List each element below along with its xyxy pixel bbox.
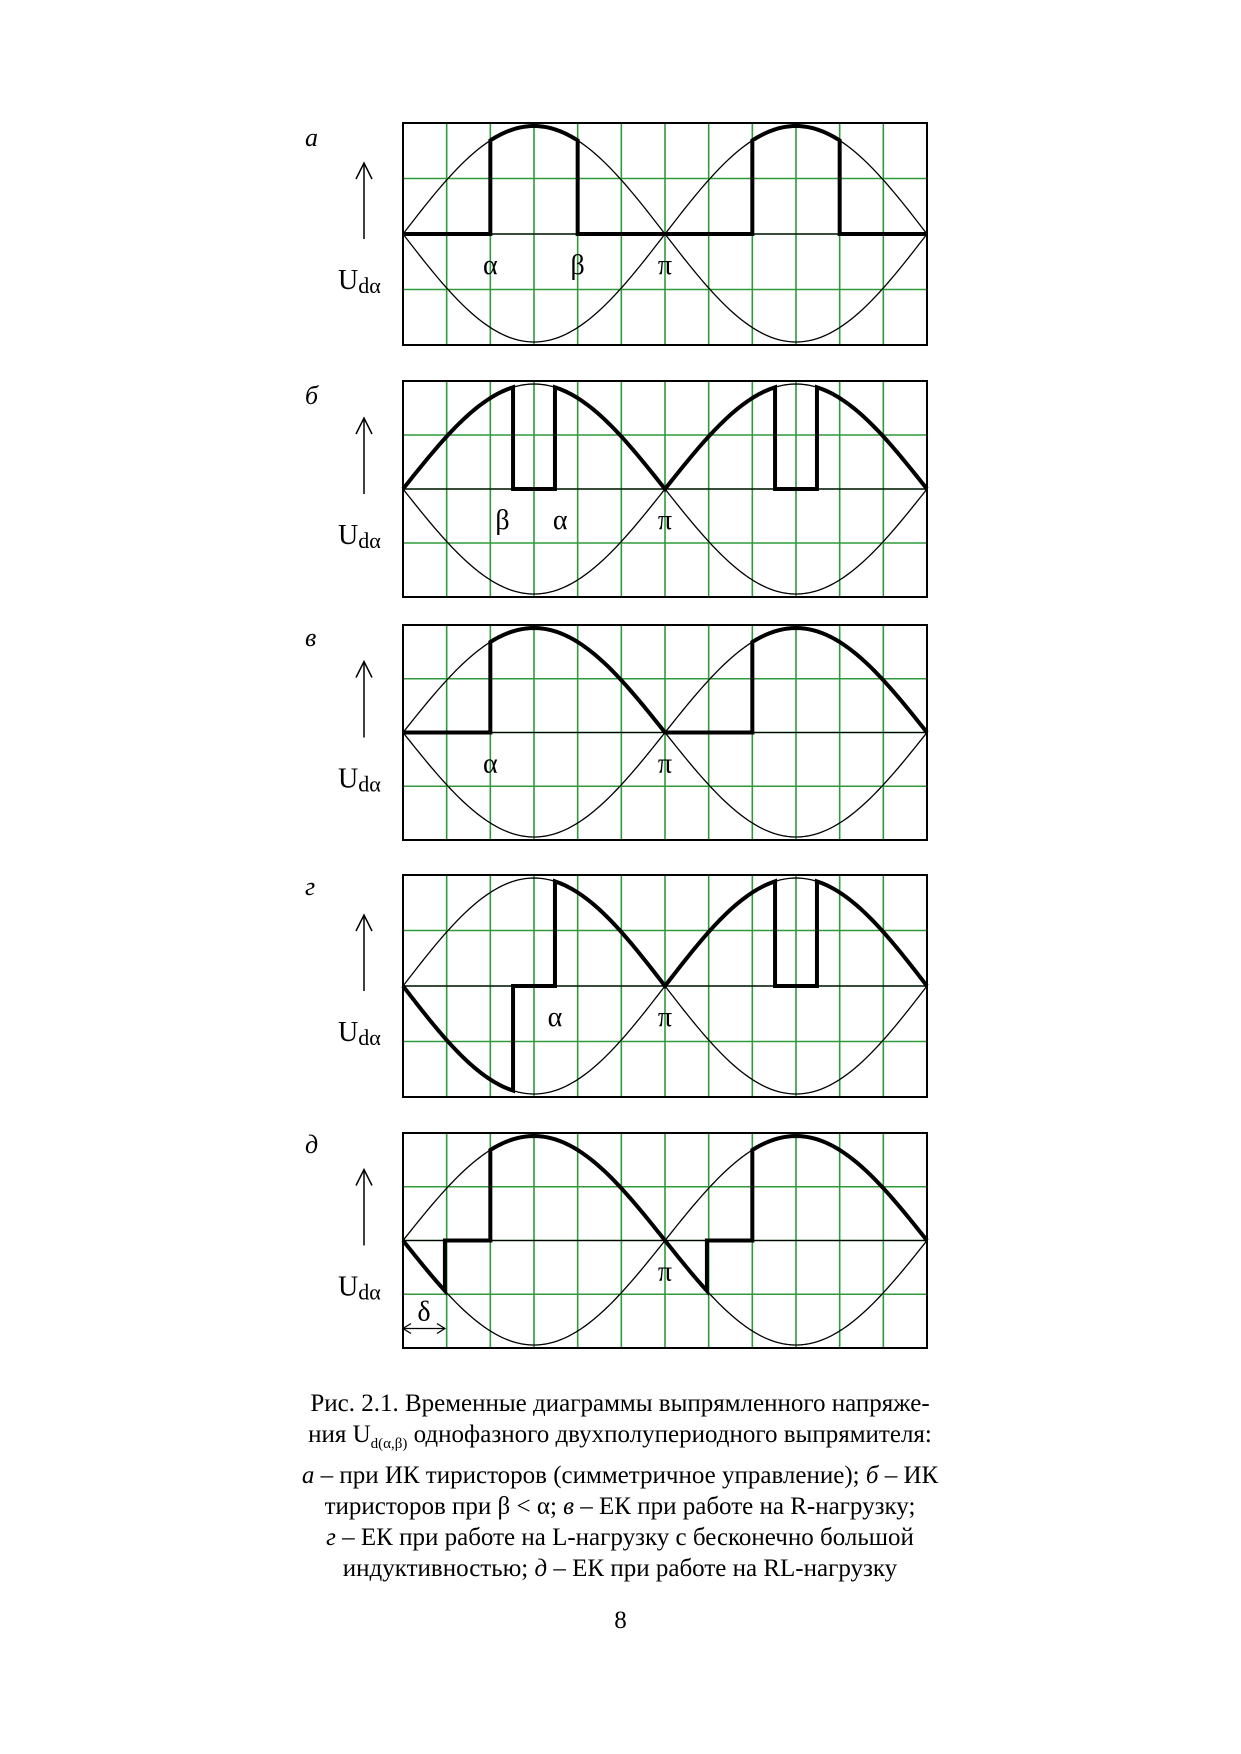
angle-label: π xyxy=(657,505,673,536)
axis-label-subscript: dα xyxy=(358,273,381,298)
caption-text-v: – ЕК при работе на R-нагрузку; xyxy=(574,1493,916,1520)
diagram-3 xyxy=(305,623,927,840)
diagram-5 xyxy=(305,1130,927,1348)
axis-label-subscript: dα xyxy=(358,528,381,553)
caption-line-6: индуктивностью; xyxy=(342,1555,535,1582)
caption-text-g: – ЕК при работе на L-нагрузку с бесконечно большой xyxy=(335,1524,914,1551)
caption-line-1: Рис. 2.1. Временные диаграммы выпрямленного напряже- xyxy=(310,1390,930,1417)
axis-label: Udα xyxy=(338,265,381,298)
angle-label: α xyxy=(552,505,568,536)
angle-label: β xyxy=(570,250,585,281)
angle-label: α xyxy=(547,1002,563,1033)
panel-letter: д xyxy=(305,1130,319,1159)
axis-label-subscript: dα xyxy=(358,1025,381,1050)
caption-letter-v: в xyxy=(563,1493,575,1520)
caption-text-d: – ЕК при работе на RL-нагрузку xyxy=(547,1555,898,1582)
axis-label: Udα xyxy=(338,763,381,797)
axis-label-subscript: dα xyxy=(358,1279,381,1305)
caption-line-2-end: однофазного двухполупериодного выпрямителя: xyxy=(407,1421,932,1448)
caption-letter-b: б xyxy=(865,1462,879,1489)
caption-letter-a: а xyxy=(301,1462,315,1489)
angle-label: π xyxy=(657,1002,673,1033)
panel-letter: г xyxy=(305,872,316,901)
axis-label: Udα xyxy=(338,1271,381,1305)
angle-label: α xyxy=(482,748,498,780)
page-number: 8 xyxy=(614,1607,627,1634)
caption-line-4: тиристоров при β < α; xyxy=(324,1493,564,1520)
axis-label: Udα xyxy=(338,1017,381,1050)
caption-text-a: – при ИК тиристоров (симметричное управление); xyxy=(314,1462,866,1489)
diagram-2 xyxy=(305,381,927,597)
panel-letter: б xyxy=(305,381,319,410)
axis-label: Udα xyxy=(338,520,381,553)
angle-label: π xyxy=(657,748,673,780)
axis-label-subscript: dα xyxy=(358,771,381,797)
angle-label: α xyxy=(482,250,498,281)
caption-letter-g: г xyxy=(326,1524,336,1551)
caption-letter-d: д xyxy=(534,1555,548,1582)
caption-line-2: ния U xyxy=(308,1421,371,1448)
angle-label: π xyxy=(657,1256,673,1288)
caption-text-b: – ИК xyxy=(878,1462,939,1489)
diagram-4 xyxy=(305,872,927,1097)
figure-caption xyxy=(260,1388,980,1584)
angle-label: δ xyxy=(417,1296,431,1328)
caption-subscript: d(α,β) xyxy=(370,1436,408,1452)
panel-letter: в xyxy=(305,623,317,652)
diagram-1 xyxy=(305,123,927,345)
angle-label: β xyxy=(495,505,510,536)
panel-letter: а xyxy=(305,123,318,152)
angle-label: π xyxy=(657,250,673,281)
